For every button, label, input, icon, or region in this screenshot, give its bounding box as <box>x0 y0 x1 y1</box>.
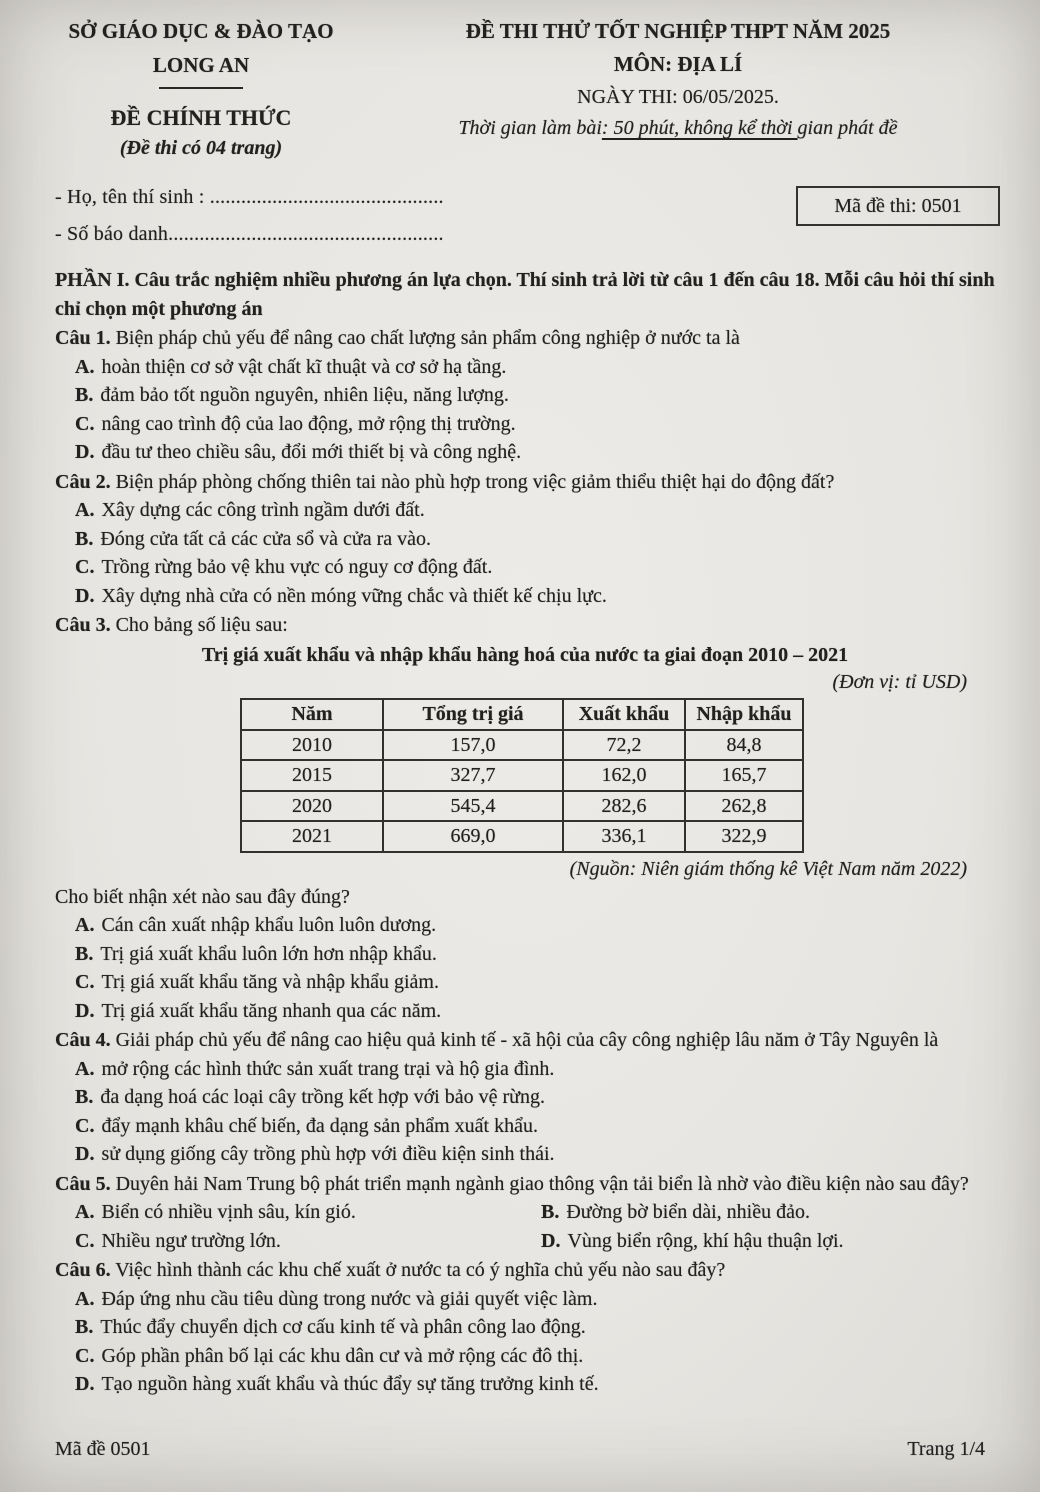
question-6-option-a <box>75 1285 995 1314</box>
cell-import: 262,8 <box>685 791 803 822</box>
question-5-option-d <box>541 1227 995 1256</box>
part1-heading: PHẦN I. Câu trắc nghiệm nhiều phương án lựa chọn. Thí sinh trả lời từ câu 1 đến câu 18. Mỗi câu hỏi thí sinh chỉ chọn một phương án <box>55 269 995 320</box>
education-board: SỞ GIÁO DỤC & ĐÀO TẠO <box>68 19 334 43</box>
official-exam-label: ĐỀ CHÍNH THỨC <box>110 105 292 130</box>
option-text: Đường bờ biển dài, nhiều đảo. <box>566 1201 810 1223</box>
option-text: Trị giá xuất khẩu luôn lớn hơn nhập khẩu. <box>100 942 437 965</box>
data-table-source: (Nguồn: Niên giám thống kê Việt Nam năm 2022) <box>569 857 967 880</box>
question-3-option-d <box>75 997 995 1026</box>
question-2-option-a <box>75 496 995 525</box>
question-5-option-a <box>75 1198 541 1227</box>
option-label: C. <box>75 1114 95 1137</box>
question-4-option-b <box>75 1083 995 1112</box>
option-label: B. <box>75 942 94 965</box>
exam-body <box>55 266 995 1399</box>
exam-date: NGÀY THI: 06/05/2025. <box>577 86 779 108</box>
cell-year: 2015 <box>241 760 383 791</box>
footer-exam-code: Mã đề 0501 <box>55 1438 151 1460</box>
cell-total: 327,7 <box>383 760 563 791</box>
option-label: A. <box>75 499 95 521</box>
question-text: Giải pháp chủ yếu để nâng cao hiệu quả kinh tế - xã hội của cây công nghiệp lâu năm ở Tây Nguyên là <box>115 1029 939 1051</box>
question-5-option-c <box>75 1227 541 1256</box>
cell-export: 162,0 <box>563 760 685 791</box>
option-text: đa dạng hoá các loại cây trồng kết hợp với bảo vệ rừng. <box>100 1086 545 1108</box>
question-4-option-d <box>75 1140 995 1169</box>
option-text: Góp phần phân bố lại các khu dân cư và mở rộng các đô thị. <box>101 1344 584 1367</box>
option-text: Trị giá xuất khẩu tăng nhanh qua các năm. <box>101 999 442 1022</box>
option-label: B. <box>75 527 94 550</box>
option-label: A. <box>75 355 95 378</box>
question-3-option-a <box>75 911 995 940</box>
question-5-option-b <box>541 1198 995 1227</box>
table-row <box>241 760 803 791</box>
question-text: Biện pháp phòng chống thiên tai nào phù hợp trong việc giảm thiểu thiệt hại do động đất? <box>115 470 835 493</box>
header-left-block <box>40 16 362 160</box>
question-6-option-d <box>75 1370 995 1399</box>
question-1-option-b <box>75 381 995 410</box>
question-3-option-b <box>75 940 995 969</box>
cell-export: 72,2 <box>563 730 685 761</box>
option-text: Vùng biển rộng, khí hậu thuận lợi. <box>567 1229 844 1252</box>
question-text: Duyên hải Nam Trung bộ phát triển mạnh ngành giao thông vận tải biển là nhờ vào điều kiện nào sau đây? <box>115 1172 969 1195</box>
data-table-unit: (Đơn vị: tỉ USD) <box>832 671 967 693</box>
duration-underlined: : 50 phút, không kể thời <box>601 117 798 139</box>
question-6 <box>55 1256 995 1285</box>
option-text: mở rộng các hình thức sản xuất trang trại và hộ gia đình. <box>101 1057 555 1080</box>
option-label: C. <box>75 1229 95 1252</box>
column-header-year: Năm <box>241 699 383 730</box>
option-text: Nhiều ngư trường lớn. <box>101 1229 281 1252</box>
province-name: LONG AN <box>152 53 250 77</box>
option-label: D. <box>541 1229 561 1252</box>
question-text: Việc hình thành các khu chế xuất ở nước ta có ý nghĩa chủ yếu nào sau đây? <box>115 1259 726 1281</box>
option-label: C. <box>75 1344 95 1367</box>
question-1-option-a <box>75 353 995 382</box>
option-label: D. <box>75 1143 95 1165</box>
student-id-line: - Số báo danh..................................................... <box>55 223 444 245</box>
option-text: Đáp ứng nhu cầu tiêu dùng trong nước và giải quyết việc làm. <box>101 1287 598 1310</box>
question-5-options <box>75 1198 995 1255</box>
question-3-sub-question: Cho biết nhận xét nào sau đây đúng? <box>55 885 350 908</box>
option-text: Đóng cửa tất cả các cửa sổ và cửa ra vào. <box>100 527 432 550</box>
question-4-option-a <box>75 1055 995 1084</box>
option-label: D. <box>75 584 95 607</box>
cell-year: 2021 <box>241 821 383 852</box>
cell-import: 322,9 <box>685 821 803 852</box>
option-text: Thúc đẩy chuyển dịch cơ cấu kinh tế và phân công lao động. <box>100 1316 586 1338</box>
cell-import: 165,7 <box>685 760 803 791</box>
option-label: D. <box>75 441 95 463</box>
duration-suffix: gian phát đề <box>797 117 898 139</box>
option-text: Cán cân xuất nhập khẩu luôn luôn dương. <box>101 914 437 936</box>
question-label: Câu 2. <box>55 470 111 493</box>
option-text: Tạo nguồn hàng xuất khẩu và thúc đẩy sự tăng trưởng kinh tế. <box>101 1373 599 1395</box>
exam-duration <box>372 114 984 142</box>
option-text: Xây dựng các công trình ngầm dưới đất. <box>101 499 425 521</box>
option-label: B. <box>75 384 94 406</box>
option-text: đẩy mạnh khâu chế biến, đa dạng sản phẩm xuất khẩu. <box>101 1114 538 1137</box>
exam-subject: MÔN: ĐỊA LÍ <box>613 52 743 76</box>
table-row <box>241 821 803 852</box>
option-text: Trồng rừng bảo vệ khu vực có nguy cơ động đất. <box>101 556 493 578</box>
data-table <box>240 698 804 853</box>
column-header-total: Tổng trị giá <box>383 699 563 730</box>
option-label: B. <box>75 1086 94 1108</box>
question-1-option-c <box>75 410 995 439</box>
cell-year: 2010 <box>241 730 383 761</box>
option-text: nâng cao trình độ của lao động, mở rộng thị trường. <box>101 412 516 435</box>
question-text: Biện pháp chủ yếu để nâng cao chất lượng sản phẩm công nghiệp ở nước ta là <box>115 327 740 349</box>
question-5 <box>55 1170 995 1199</box>
student-info-block <box>55 179 444 253</box>
option-text: Xây dựng nhà cửa có nền móng vững chắc và thiết kế chịu lực. <box>101 584 607 607</box>
question-2-option-c <box>75 553 995 582</box>
question-label: Câu 5. <box>55 1172 111 1195</box>
cell-total: 157,0 <box>383 730 563 761</box>
duration-prefix: Thời gian làm bài <box>458 117 602 139</box>
exam-code-box <box>796 186 1000 226</box>
cell-export: 282,6 <box>563 791 685 822</box>
page-footer <box>55 1438 985 1461</box>
option-label: A. <box>75 1057 95 1080</box>
question-3-option-c <box>75 968 995 997</box>
header-right-block <box>372 16 984 142</box>
cell-year: 2020 <box>241 791 383 822</box>
cell-total: 669,0 <box>383 821 563 852</box>
question-text: Cho bảng số liệu sau: <box>115 614 288 636</box>
option-text: đảm bảo tốt nguồn nguyên, nhiên liệu, năng lượng. <box>100 384 509 406</box>
option-label: B. <box>75 1316 94 1338</box>
option-label: C. <box>75 412 95 435</box>
question-label: Câu 3. <box>55 614 111 636</box>
question-4 <box>55 1026 995 1055</box>
option-label: A. <box>75 1287 95 1310</box>
footer-page-number: Trang 1/4 <box>907 1438 985 1460</box>
exam-code-label: Mã đề thi: 0501 <box>834 194 962 217</box>
option-label: C. <box>75 971 95 993</box>
data-table-title: Trị giá xuất khẩu và nhập khẩu hàng hoá của nước ta giai đoạn 2010 – 2021 <box>201 643 849 666</box>
option-label: A. <box>75 1201 95 1223</box>
option-label: D. <box>75 999 95 1022</box>
option-text: đầu tư theo chiều sâu, đổi mới thiết bị và công nghệ. <box>101 441 522 463</box>
question-4-option-c <box>75 1112 995 1141</box>
question-label: Câu 1. <box>55 327 111 349</box>
option-text: hoàn thiện cơ sở vật chất kĩ thuật và cơ sở hạ tầng. <box>101 355 507 378</box>
cell-import: 84,8 <box>685 730 803 761</box>
question-2-option-b <box>75 525 995 554</box>
question-6-option-c <box>75 1342 995 1371</box>
table-header-row <box>241 699 803 730</box>
column-header-import: Nhập khẩu <box>685 699 803 730</box>
table-row <box>241 730 803 761</box>
option-label: D. <box>75 1373 95 1395</box>
question-2 <box>55 468 995 497</box>
option-text: Trị giá xuất khẩu tăng và nhập khẩu giảm. <box>101 971 439 993</box>
option-label: C. <box>75 556 95 578</box>
column-header-export: Xuất khẩu <box>563 699 685 730</box>
table-row <box>241 791 803 822</box>
page-count-note: (Đề thi có 04 trang) <box>119 137 283 159</box>
question-1 <box>55 324 995 353</box>
question-3 <box>55 611 995 640</box>
cell-export: 336,1 <box>563 821 685 852</box>
header-divider-rule <box>159 87 243 89</box>
option-text: Biển có nhiều vịnh sâu, kín gió. <box>101 1201 356 1223</box>
option-text: sử dụng giống cây trồng phù hợp với điều kiện sinh thái. <box>101 1143 555 1165</box>
student-name-line: - Họ, tên thí sinh : ............................................. <box>55 186 444 208</box>
option-label: B. <box>541 1201 560 1223</box>
exam-title: ĐỀ THI THỬ TỐT NGHIỆP THPT NĂM 2025 <box>465 19 891 43</box>
question-1-option-d <box>75 438 995 467</box>
option-label: A. <box>75 914 95 936</box>
question-6-option-b <box>75 1313 995 1342</box>
question-label: Câu 6. <box>55 1259 111 1281</box>
question-2-option-d <box>75 582 995 611</box>
cell-total: 545,4 <box>383 791 563 822</box>
question-label: Câu 4. <box>55 1029 111 1051</box>
